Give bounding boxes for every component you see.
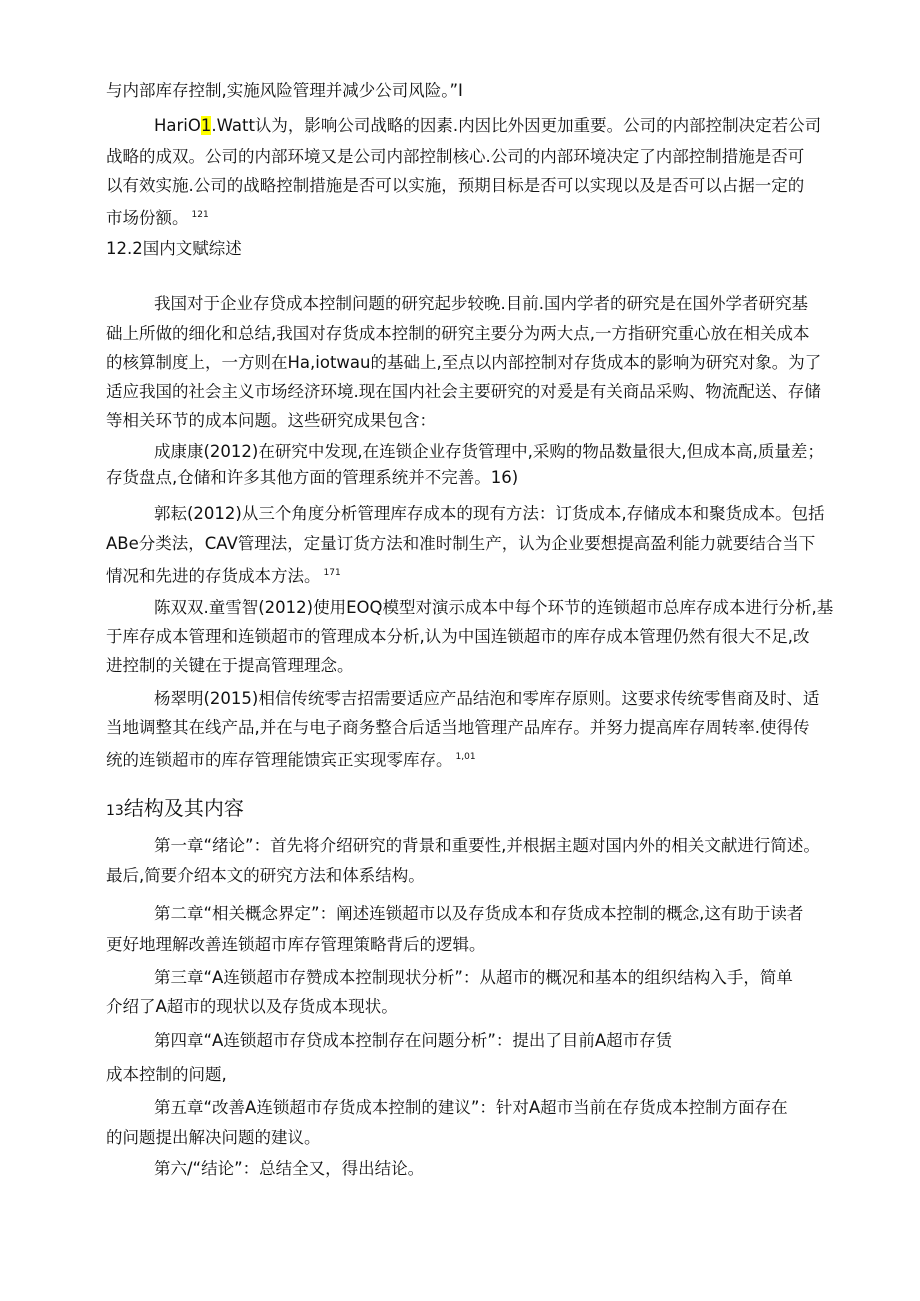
citation-superscript: 1,01 (455, 752, 476, 762)
paragraph-line: 杨翠明(2015)相信传统零吉招需要适应产品结泡和零库存原则。这要求传统零售商及时、适 (154, 689, 820, 708)
paragraph-line: 的问题提出解决问题的建议。 (106, 1128, 321, 1147)
section-heading: 12.2国内文赋综述 (106, 239, 242, 258)
citation-superscript: 171 (323, 568, 341, 578)
paragraph-line: 成本控制的问题, (106, 1065, 227, 1084)
paragraph-line (106, 562, 341, 588)
paragraph-line: 以有效实施.公司的战略控制措施是否可以实施，预期目标是否可以实现以及是否可以占据一定的 (106, 176, 805, 195)
paragraph-line (106, 746, 476, 772)
paragraph-line: 成康康(2012)在研究中发现,在连锁企业存货管理中,采购的物品数量很大,但成本高,质量差； (154, 442, 824, 461)
text-span: HariO (154, 116, 201, 135)
paragraph-line: 础上所做的细化和总结,我国对存货成本控制的研究主要分为两大点,一方指研究重心放在相关成本 (106, 324, 810, 343)
paragraph-line: 陈双双.童雪智(2012)使用EOQ模型对演示成本中每个环节的连锁超市总库存成本进行分析,基 (154, 598, 834, 617)
highlighted-text: 1 (200, 116, 212, 135)
paragraph-line: 第五章“改善A连锁超市存货成本控制的建议”：针对A超市当前在存货成本控制方面存在 (154, 1098, 788, 1117)
paragraph-line: 郭耘(2012)从三个角度分析管理库存成本的现有方法：订货成本,存储成本和聚货成本。包括 (154, 504, 825, 523)
paragraph-line: 最后,简要介绍本文的研究方法和体系结构。 (106, 866, 425, 885)
heading-number: 13 (106, 803, 124, 819)
paragraph-line: ABe分类法，CAV管理法，定量订货方法和准时制生产，认为企业要想提高盈利能力就要结合当下 (106, 534, 816, 553)
paragraph-line: 介绍了A超市的现状以及存货成本现状。 (106, 997, 398, 1016)
paragraph-line: 于库存成本管理和连锁超市的管理成本分析,认为中国连锁超市的库存成本管理仍然有很大不足,改 (106, 627, 810, 646)
text-span: .Watt认为，影响公司战略的因素.内因比外因更加重要。公司的内部控制决定若公司 (211, 116, 822, 135)
paragraph-line: 的核算制度上，一方则在Ha,iotwau的基础上,至点以内部控制对存货成本的影响为研究对象。为了 (106, 353, 822, 372)
text-span: 市场份额。 (106, 208, 189, 228)
paragraph-line: 第一章“绪论”：首先将介绍研究的背景和重要性,并根据主题对国内外的相关文献进行简述。 (154, 836, 820, 855)
citation-superscript: 121 (191, 210, 209, 220)
paragraph-line: 战略的成双。公司的内部环境又是公司内部控制核心.公司的内部环境决定了内部控制措施是否可 (106, 147, 805, 166)
paragraph-line: 等相关环节的成本问题。这些研究成果包含： (106, 411, 436, 430)
paragraph-line: 我国对于企业存贷成本控制问题的研究起步较晚.目前.国内学者的研究是在国外学者研究基 (154, 294, 808, 313)
paragraph-line: 第三章“A连锁超市存赞成本控制现状分析”：从超市的概况和基本的组织结构入手，简单 (154, 968, 793, 987)
paragraph-line (154, 115, 821, 137)
paragraph-line: 进控制的关键在于提高管理理念。 (106, 656, 354, 675)
chapter-heading (106, 795, 244, 824)
text-span: 情况和先进的存货成本方法。 (106, 566, 321, 586)
paragraph-line: 适应我国的社会主义市场经济环境.现在国内社会主要研究的对爰是有关商品采购、物流配送、存储 (106, 382, 821, 401)
heading-text: 结构及其内容 (123, 796, 244, 820)
paragraph-line: 第二章“相关概念界定”：阐述连锁超市以及存货成本和存货成本控制的概念,这有助于读者 (154, 904, 804, 923)
paragraph-line (106, 204, 209, 230)
paragraph-line: 第六/“结论”：总结全又，得出结论。 (154, 1159, 425, 1178)
paragraph-line: 与内部库存控制,实施风险管理并减少公司风险。”I (106, 81, 463, 100)
paragraph-line: 当地调整其在线产品,并在与电子商务整合后适当地管理产品库存。并努力提高库存周转率.使得传 (106, 718, 810, 737)
paragraph-line: 存货盘点,仓储和许多其他方面的管理系统并不完善。16) (106, 468, 519, 487)
text-span: 统的连锁超市的库存管理能馈宾正实现零库存。 (106, 750, 453, 770)
paragraph-line: 更好地理解改善连锁超市库存管理策略背后的逻辑。 (106, 935, 486, 954)
paragraph-line: 第四章“A连锁超市存贷成本控制存在问题分析”：提出了目前A超市存赁 (154, 1031, 673, 1050)
